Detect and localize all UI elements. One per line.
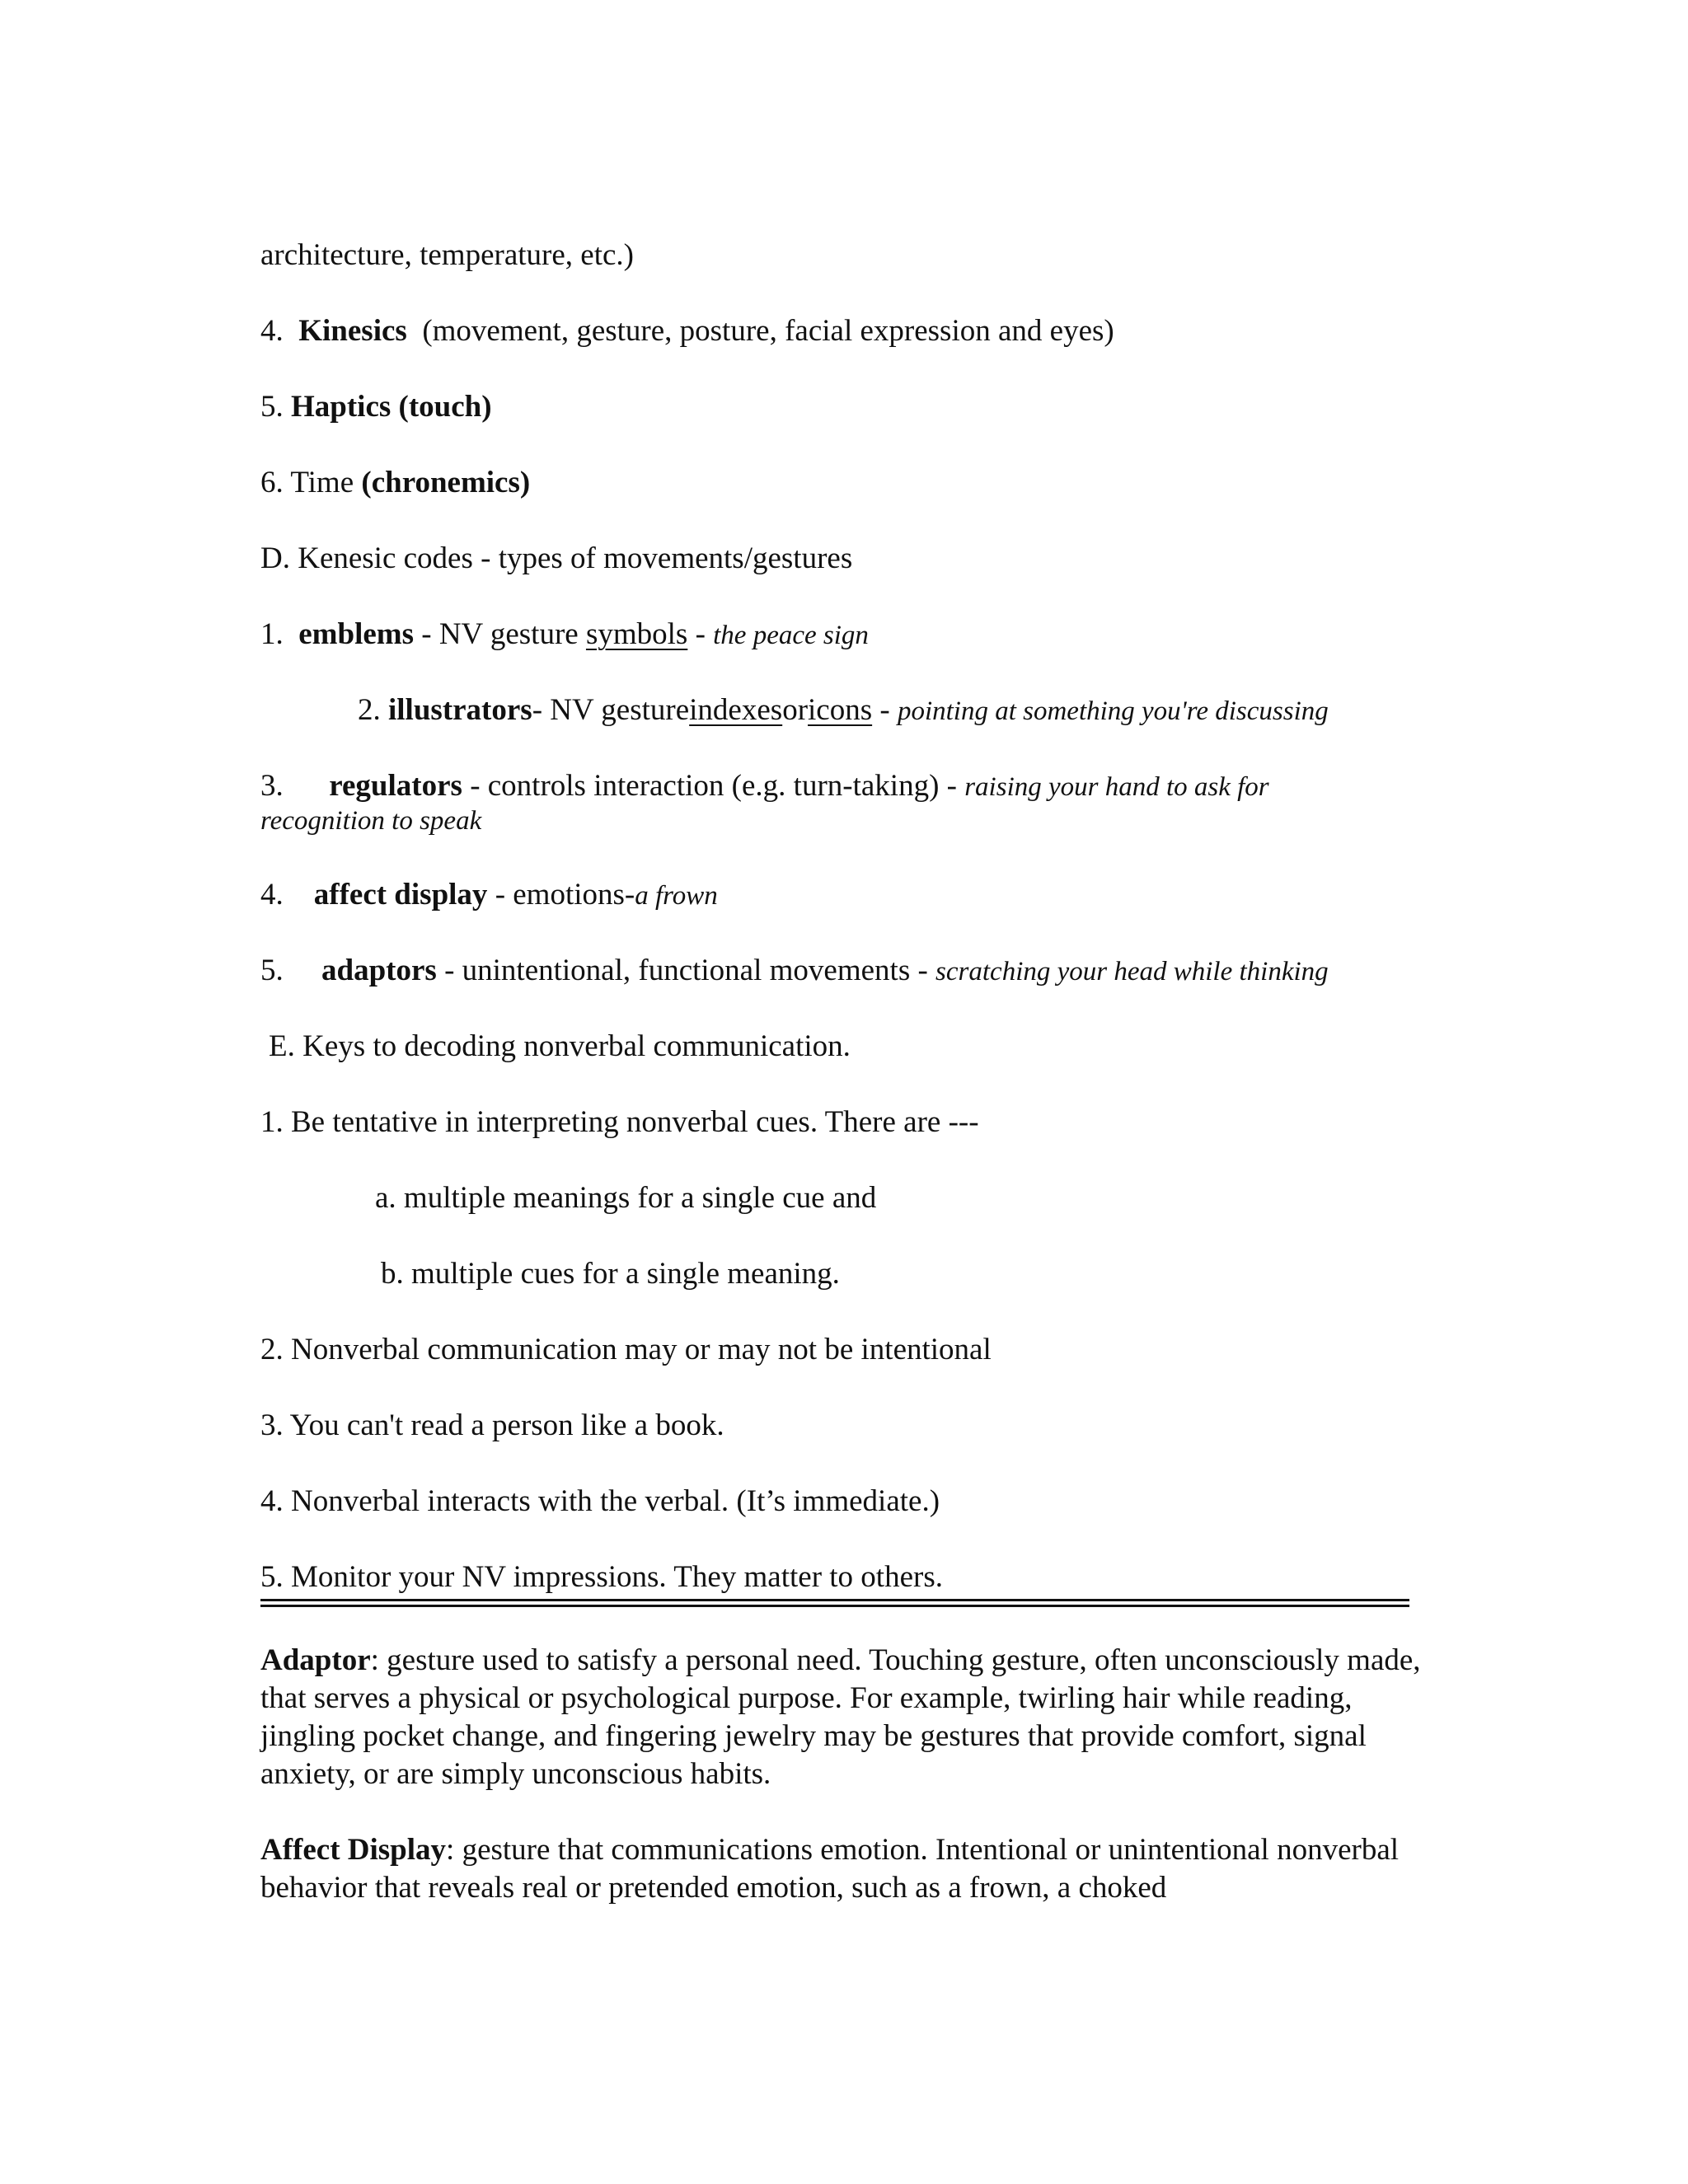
- key-1a: a. multiple meanings for a single cue and: [375, 1181, 877, 1215]
- example-affect-display: a frown: [635, 881, 718, 911]
- underlined-symbols: symbols: [585, 617, 688, 651]
- term-haptics: Haptics (touch): [291, 390, 492, 424]
- line-architecture: architecture, temperature, etc.): [260, 238, 634, 272]
- section-e-heading: E. Keys to decoding nonverbal communication.: [269, 1029, 851, 1063]
- example-adaptors: scratching your head while thinking: [935, 957, 1329, 987]
- key-2: 2. Nonverbal communication may or may not be intentional: [260, 1333, 992, 1366]
- underlined-indexes: indexes: [689, 693, 783, 727]
- section-d-heading: D. Kenesic codes - types of movements/gestures: [260, 541, 853, 575]
- key-4: 4. Nonverbal interacts with the verbal. (It’s immediate.): [260, 1484, 940, 1518]
- term-kinesics: Kinesics: [298, 314, 407, 348]
- definition-adaptor-term: Adaptor: [260, 1643, 371, 1677]
- term-affect-display: affect display: [313, 878, 488, 912]
- example-emblems: the peace sign: [713, 621, 869, 650]
- line-kinesics: 4. Kinesics (movement, gesture, posture, facial expression and eyes): [260, 314, 1114, 348]
- term-adaptors: adaptors: [321, 954, 437, 987]
- key-3: 3. You can't read a person like a book.: [260, 1408, 724, 1442]
- kinesic-affect-display: 4. affect display - emotions-a frown: [260, 878, 718, 912]
- key-1: 1. Be tentative in interpreting nonverbal cues. There are ---: [260, 1105, 979, 1139]
- example-regulators: raising your hand to ask for: [964, 772, 1269, 802]
- kinesic-emblems: 1. emblems - NV gesture symbols - the peace sign: [260, 617, 869, 651]
- double-rule-bottom: [260, 1605, 1409, 1607]
- term-chronemics: (chronemics): [361, 466, 531, 499]
- definition-affect-display: Affect Display: gesture that communications emotion. Intentional or unintentional nonverbal behavior that reveals real or pretended emotion, such as a frown, a choked: [260, 1833, 1400, 1905]
- kinesic-regulators: 3. regulators - controls interaction (e.g. turn-taking) - raising your hand to ask for: [260, 769, 1269, 803]
- definition-affect-term: Affect Display: [260, 1833, 447, 1867]
- line-haptics: 5. Haptics (touch): [260, 390, 492, 424]
- example-illustrators: pointing at something you're discussing: [897, 696, 1329, 726]
- definition-adaptor: Adaptor: gesture used to satisfy a personal need. Touching gesture, often unconsciously made, that serves a physical or psychological purpose. For example, twirling hair while reading, jingling pocket change, and fingering jewelry may be gestures that provide comfort, signal anxiety, or are simply unconscious habits.: [260, 1643, 1421, 1791]
- underlined-icons: icons: [808, 693, 873, 727]
- term-emblems: emblems: [298, 617, 414, 651]
- line-time: 6. Time (chronemics): [260, 466, 531, 499]
- key-1b: b. multiple cues for a single meaning.: [381, 1257, 840, 1291]
- key-5: 5. Monitor your NV impressions. They matter to others.: [260, 1560, 943, 1594]
- example-regulators-cont: recognition to speak: [260, 806, 482, 836]
- double-rule-top: [260, 1599, 1409, 1601]
- kinesic-adaptors: 5. adaptors - unintentional, functional movements - scratching your head while thinking: [260, 954, 1329, 987]
- term-regulators: regulators: [329, 769, 462, 803]
- term-illustrators: illustrators: [388, 693, 532, 727]
- kinesic-illustrators: 2. illustrators- NV gestureindexesoricons - pointing at something you're discussing: [358, 693, 1329, 727]
